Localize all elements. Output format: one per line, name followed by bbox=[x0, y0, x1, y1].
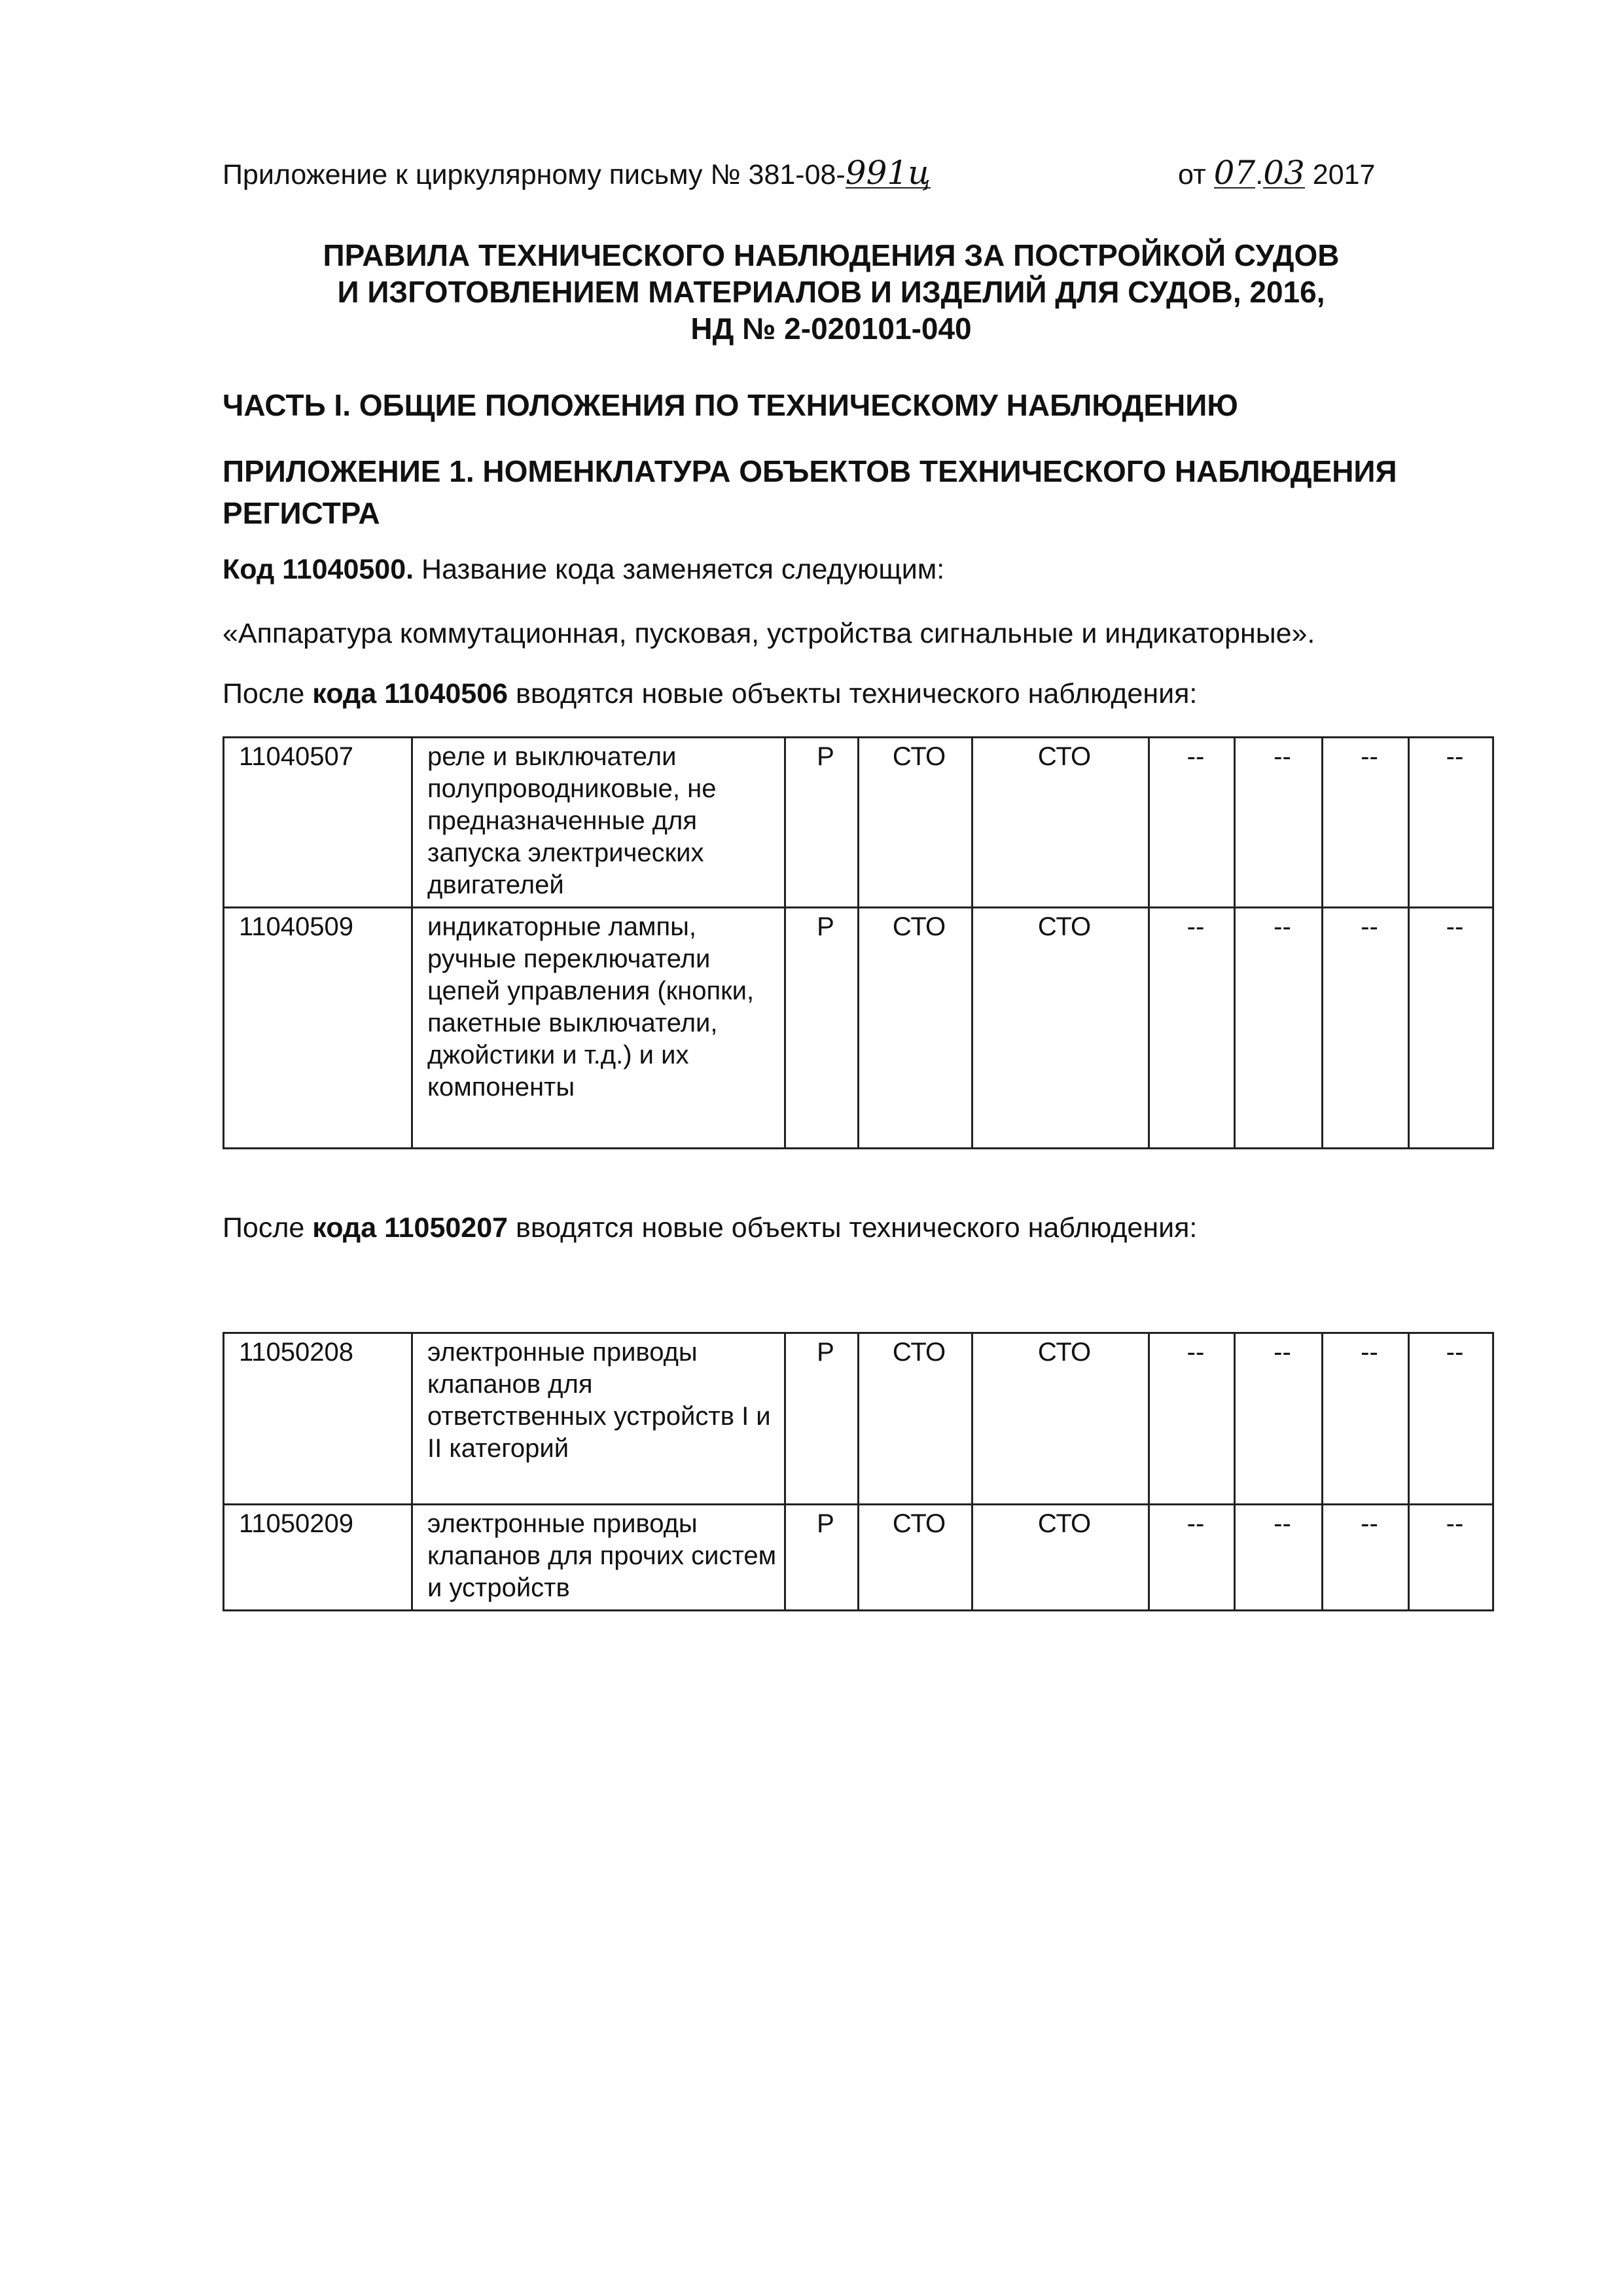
cell-c6: -- bbox=[1323, 1505, 1409, 1611]
cell-c4: -- bbox=[1149, 738, 1235, 908]
cell-c3: СТО bbox=[972, 1505, 1149, 1611]
cell-c7: -- bbox=[1409, 738, 1493, 908]
cell-c6: -- bbox=[1323, 738, 1409, 908]
section1-suffix: вводятся новые объекты технического наблюдения: bbox=[508, 678, 1198, 709]
cell-c5: -- bbox=[1235, 908, 1323, 1149]
object-code: 11050208 bbox=[224, 1333, 412, 1505]
table-row bbox=[224, 908, 1493, 1149]
objects-table-1 bbox=[223, 736, 1494, 1149]
object-description: реле и выключатели полупроводниковые, не предназначенные для запуска электрических двигателей bbox=[412, 738, 785, 908]
cell-c3: СТО bbox=[972, 1333, 1149, 1505]
cell-c7: -- bbox=[1409, 1505, 1493, 1611]
cell-c4: -- bbox=[1149, 908, 1235, 1149]
table-row bbox=[224, 738, 1493, 908]
cell-c2: СТО bbox=[859, 738, 972, 908]
letter-prefix: Приложение к циркулярному письму № 381-08- bbox=[223, 159, 846, 190]
objects-table-2 bbox=[223, 1332, 1494, 1611]
object-code: 11050209 bbox=[224, 1505, 412, 1611]
object-description: электронные приводы клапанов для ответственных устройств I и II категорий bbox=[412, 1333, 785, 1505]
cell-c1: Р bbox=[785, 738, 859, 908]
table-row bbox=[224, 1333, 1493, 1505]
table-row bbox=[224, 1505, 1493, 1611]
letter-number-handwritten: 991ц bbox=[845, 154, 931, 192]
cell-c6: -- bbox=[1323, 908, 1409, 1149]
cell-c6: -- bbox=[1323, 1333, 1409, 1505]
cell-c1: Р bbox=[785, 1333, 859, 1505]
object-code: 11040507 bbox=[224, 738, 412, 908]
code-label: Код 11040500. bbox=[223, 554, 414, 585]
section2-suffix: вводятся новые объекты технического наблюдения: bbox=[508, 1212, 1198, 1244]
letter-reference bbox=[223, 154, 1453, 192]
cell-c2: СТО bbox=[859, 908, 972, 1149]
cell-c1: Р bbox=[785, 1505, 859, 1611]
date-separator: . bbox=[1255, 159, 1264, 190]
section2-prefix: После bbox=[223, 1212, 313, 1244]
cell-c7: -- bbox=[1409, 908, 1493, 1149]
cell-c5: -- bbox=[1235, 1333, 1323, 1505]
cell-c4: -- bbox=[1149, 1505, 1235, 1611]
object-description: электронные приводы клапанов для прочих систем и устройств bbox=[412, 1505, 785, 1611]
new-code-name: «Аппаратура коммутационная, пусковая, устройства сигнальные и индикаторные». bbox=[223, 618, 1315, 649]
cell-c5: -- bbox=[1235, 738, 1323, 908]
object-description: индикаторные лампы, ручные переключатели цепей управления (кнопки, пакетные выключатели, джойстики и т.д.) и их компоненты bbox=[412, 908, 785, 1149]
title-line-3: НД № 2-020101-040 bbox=[690, 312, 972, 346]
section1-intro bbox=[223, 678, 1197, 710]
cell-c4: -- bbox=[1149, 1333, 1235, 1505]
section1-code: кода 11040506 bbox=[312, 678, 508, 709]
cell-c3: СТО bbox=[972, 738, 1149, 908]
letter-date bbox=[1178, 154, 1376, 192]
cell-c3: СТО bbox=[972, 908, 1149, 1149]
cell-c1: Р bbox=[785, 908, 859, 1149]
section1-prefix: После bbox=[223, 678, 313, 709]
cell-c7: -- bbox=[1409, 1333, 1493, 1505]
date-year: 2017 bbox=[1312, 159, 1376, 190]
section2-intro bbox=[223, 1212, 1197, 1244]
code-change-text: Название кода заменяется следующим: bbox=[414, 554, 945, 585]
cell-c2: СТО bbox=[859, 1333, 972, 1505]
date-month: 03 bbox=[1263, 154, 1305, 192]
date-day: 07 bbox=[1213, 154, 1256, 192]
cell-c5: -- bbox=[1235, 1505, 1323, 1611]
object-code: 11040509 bbox=[224, 908, 412, 1149]
from-label: от bbox=[1178, 159, 1206, 190]
section2-code: кода 11050207 bbox=[312, 1212, 508, 1244]
code-change-paragraph bbox=[223, 554, 944, 586]
cell-c2: СТО bbox=[859, 1505, 972, 1611]
title-line-2: И ИЗГОТОВЛЕНИЕМ МАТЕРИАЛОВ И ИЗДЕЛИЙ ДЛЯ СУДОВ, 2016, bbox=[337, 275, 1325, 309]
appendix-heading: ПРИЛОЖЕНИЕ 1. НОМЕНКЛАТУРА ОБЪЕКТОВ ТЕХНИЧЕСКОГО НАБЛЮДЕНИЯ РЕГИСТРА bbox=[223, 454, 1397, 530]
title-line-1: ПРАВИЛА ТЕХНИЧЕСКОГО НАБЛЮДЕНИЯ ЗА ПОСТРОЙКОЙ СУДОВ bbox=[323, 238, 1340, 272]
part-heading: ЧАСТЬ I. ОБЩИЕ ПОЛОЖЕНИЯ ПО ТЕХНИЧЕСКОМУ НАБЛЮДЕНИЮ bbox=[223, 388, 1238, 422]
